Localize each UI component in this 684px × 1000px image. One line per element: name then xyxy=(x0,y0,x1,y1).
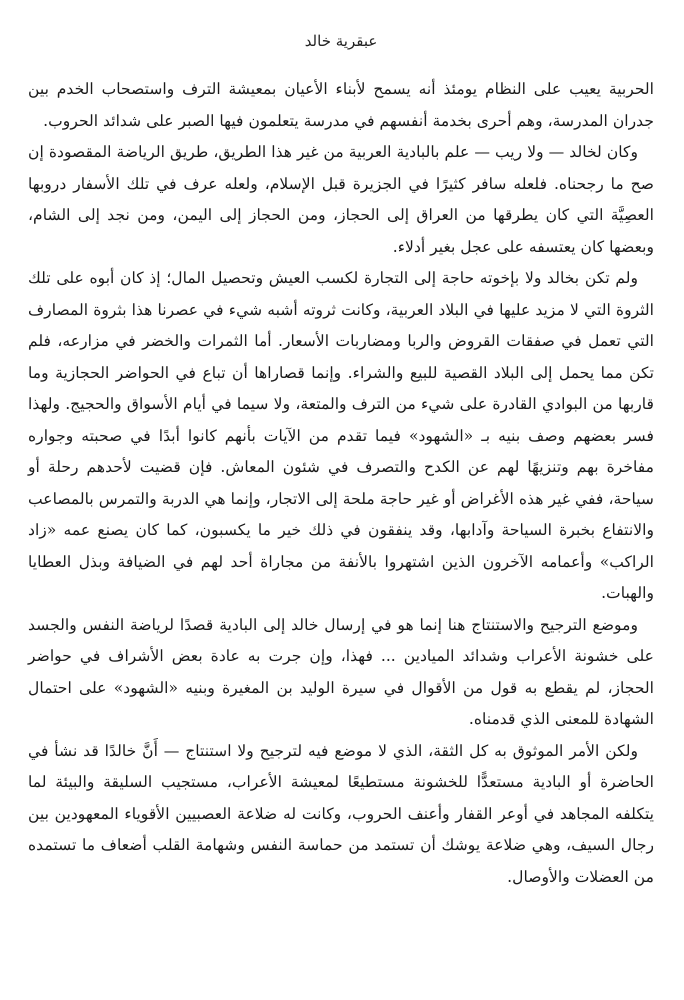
paragraph-5: ولكن الأمر الموثوق به كل الثقة، الذي لا موضع فيه لترجيح ولا استنتاج — أَنَّ خالدًا قد نشأ في الحاضرة أو البادية مستعدًّا للخشونة مستطيعًا لمعيشة الأعراب، مستجيب السليقة والبيئة لما يتكلفه المجاهد في أوعر القفار وأعنف الحروب، وكانت له ضلاعة العصبيين الأقوياء المعهودين بين رجال السيف، وهي ضلاعة يوشك أن تستمد من حماسة النفس وشهامة القلب أضعاف ما تستمده من العضلات والأوصال. xyxy=(28,741,654,886)
paragraph-3: ولم تكن بخالد ولا بإخوته حاجة إلى التجارة لكسب العيش وتحصيل المال؛ إذ كان أبوه على تلك الثروة التي لا مزيد عليها في البلاد العربية، وكانت ثروته أشبه شيء في عصرنا هذا بثروة المصارف التي تعمل في صفقات القروض والربا ومضاربات الأسعار. أما الثمرات والخضر في مزارعه، فلم تكن مما يحمل إلى البلاد القصية للبيع والشراء. وإنما قصاراها أن تباع في الحواضر الحجازية وما قاربها من البوادي القادرة على شيء من الترف والمتعة، ولا سيما في أيام الأسواق والحجيج. ولهذا فسر بعضهم وصف بنيه بـ «الشهود» فيما تقدم من الآيات بأنهم كانوا أبدًا في صحبته وجواره مفاخرة بهم وتنزيهًا لهم عن الكدح والتصرف في شئون المعاش. فإن قضيت لأحدهم رحلة أو سياحة، ففي غير هذه الأغراض أو غير حاجة ملحة إلى الاتجار، وإنما هي الدربة والتمرس بالمصاعب والانتفاع بخبرة السياحة وآدابها، وقد ينفقون في ذلك خير ما يكسبون، كما كان يصنع عمه «زاد الراكب» وأعمامه الآخرون الذين اشتهروا بالأنفة من مجاراة أحد لهم في الضيافة وبذل العطايا والهبات. xyxy=(28,269,654,602)
running-header: عبقرية خالد xyxy=(304,32,378,50)
paragraph-1: الحربية يعيب على النظام يومئذ أنه يسمح لأبناء الأعيان بمعيشة الترف واستصحاب الخدم بين جدران المدرسة، وهم أحرى بخدمة أنفسهم في مدرسة يتعلمون فيها الصبر على شدائد الحروب. xyxy=(28,80,654,130)
paragraph-2: وكان لخالد — ولا ريب — علم بالبادية العربية من غير هذا الطريق، طريق الرياضة المقصودة إن صح ما رجحناه. فلعله سافر كثيرًا في الجزيرة قبل الإسلام، ولعله عرف في تلك الأسفار دروبها العصِيَّة التي كان يطرقها من العراق إلى الحجاز، ومن الحجاز إلى اليمن، ومن نجد إلى الشام، وبعضها كان يعتسفه على عجل بغير أدلاء. xyxy=(28,143,654,256)
body-text xyxy=(28,74,654,893)
paragraph-4: وموضع الترجيح والاستنتاج هنا إنما هو في إرسال خالد إلى البادية قصدًا لرياضة النفس والجسد على خشونة الأعراب وشدائد الميادين ... فهذا، وإن جرت به عادة بعض الأشراف في حواضر الحجاز، لم يقطع به قول من الأقوال في سيرة الوليد بن المغيرة وبنيه «الشهود» على احتمال الشهادة للمعنى الذي قدمناه. xyxy=(28,615,654,728)
